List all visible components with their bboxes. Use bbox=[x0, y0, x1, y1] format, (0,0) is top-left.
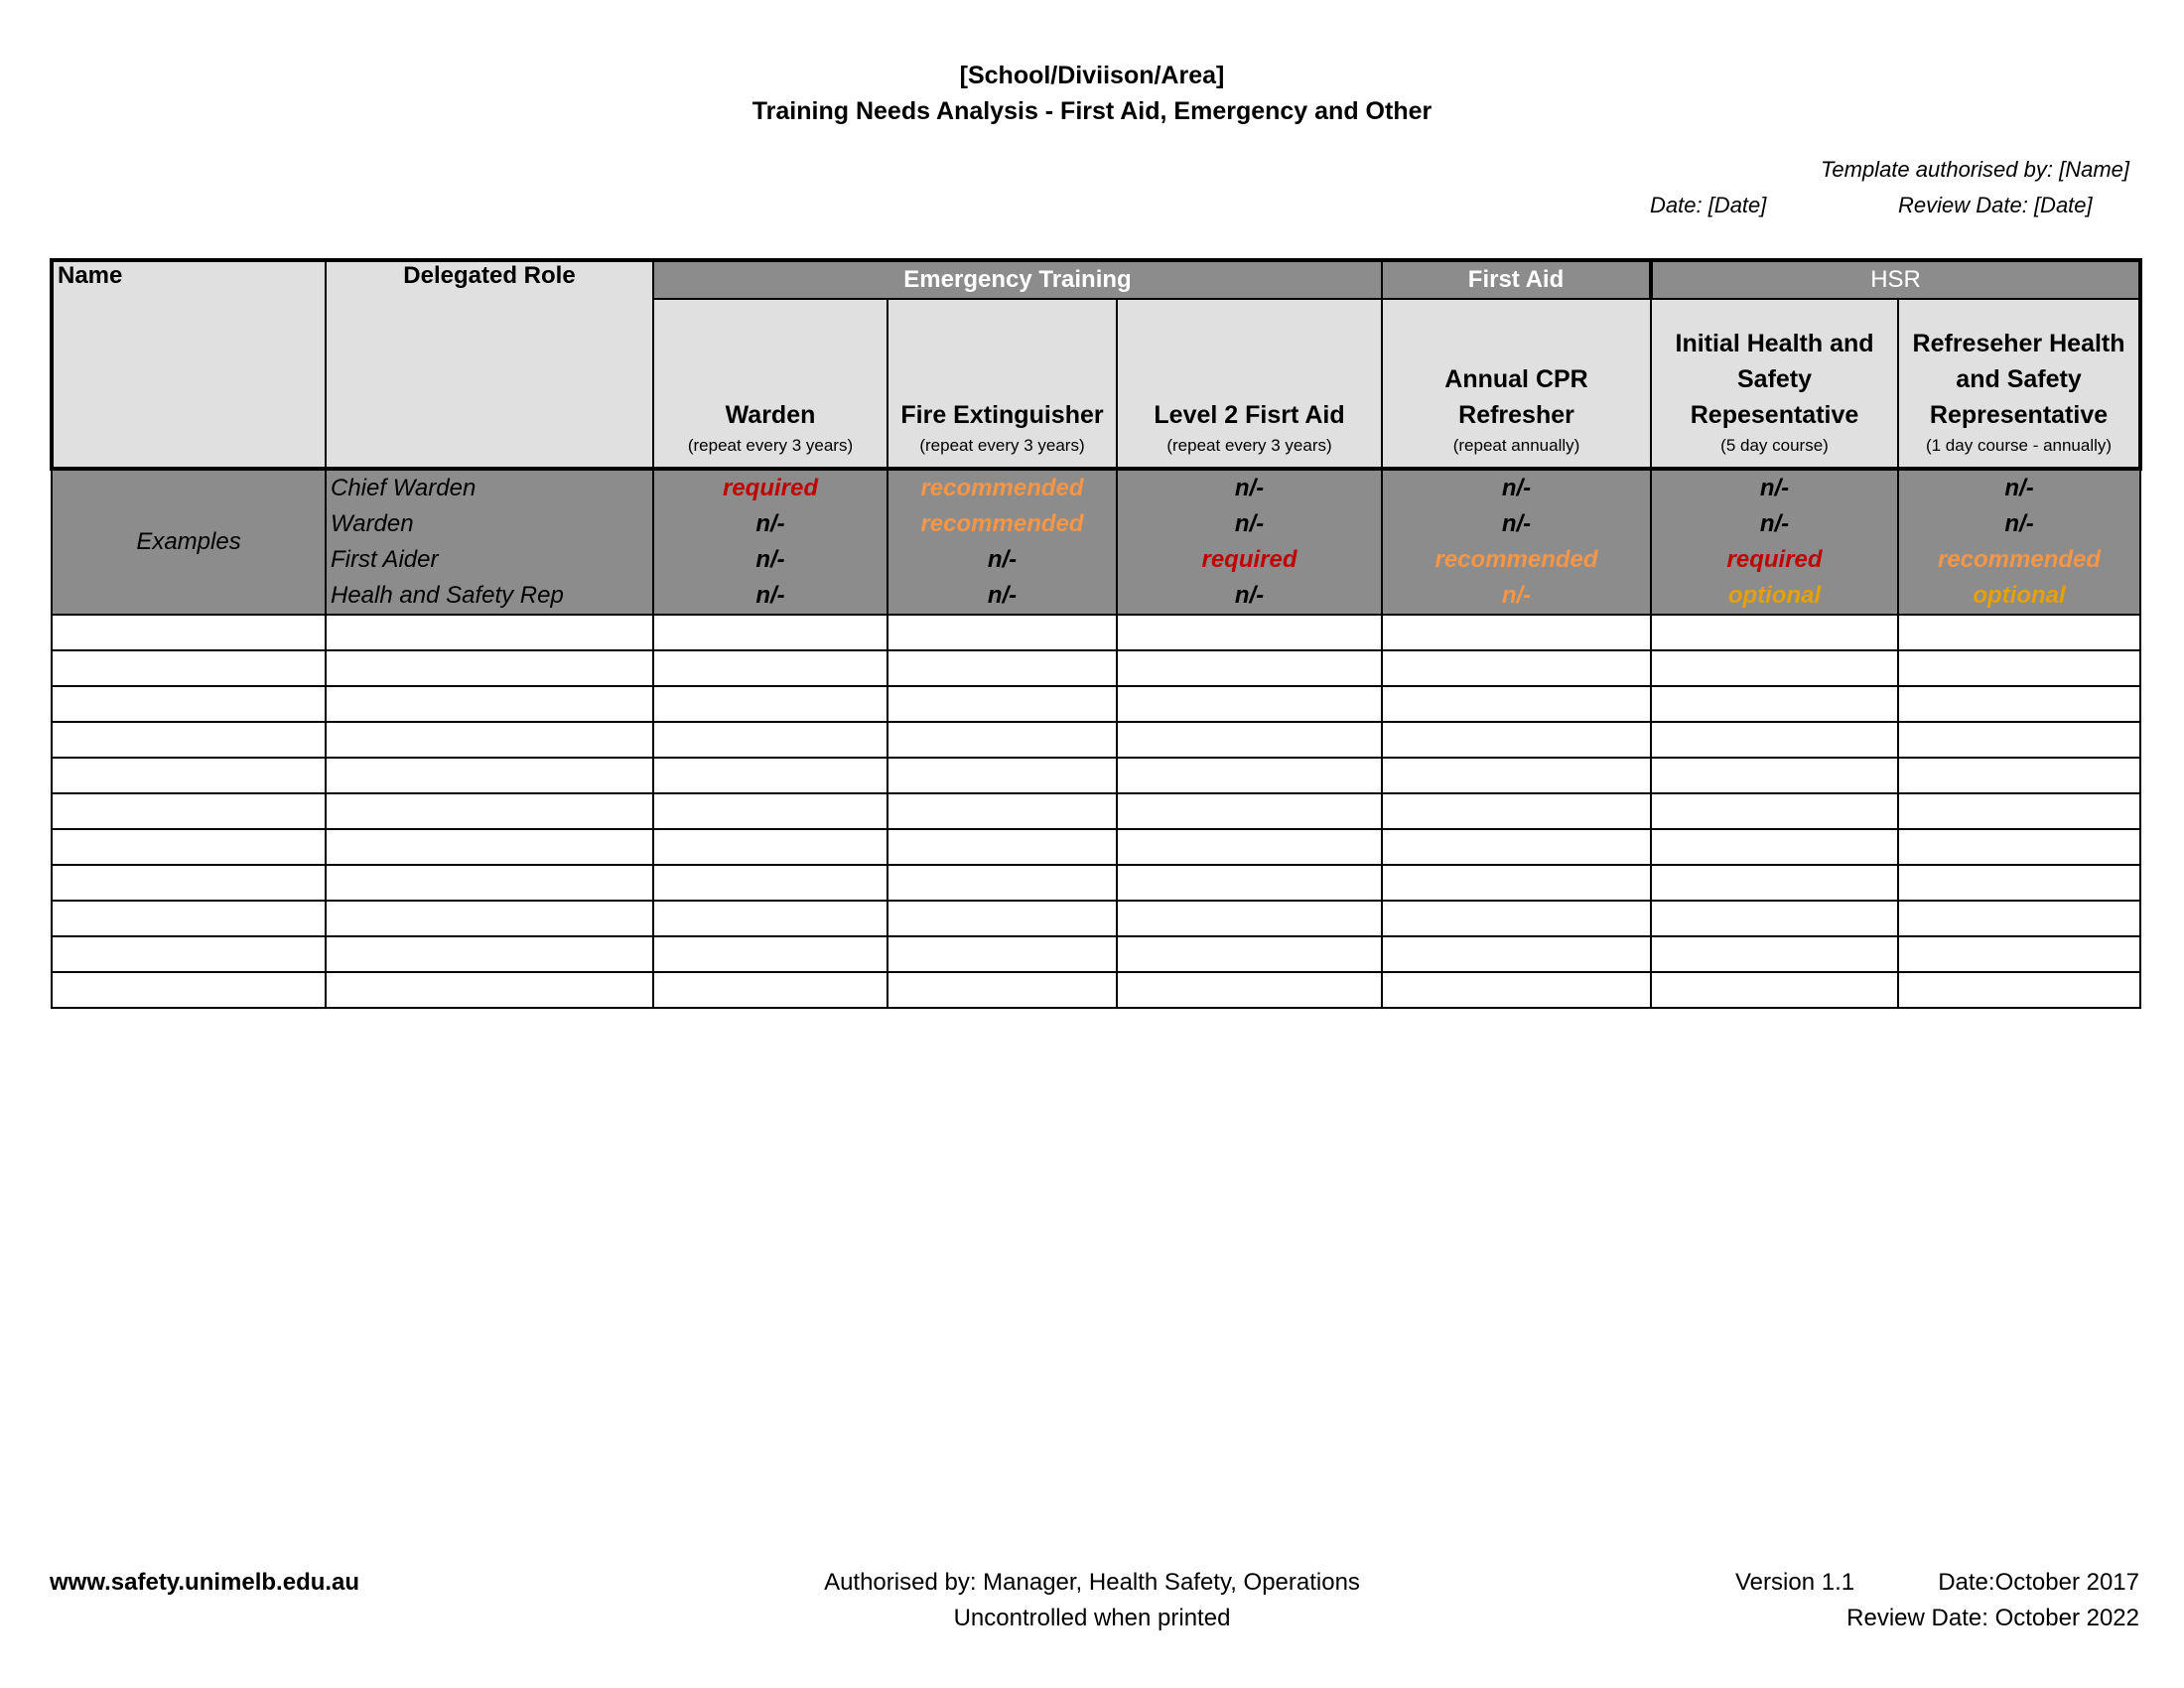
entry-cell[interactable] bbox=[1651, 615, 1898, 650]
entry-row bbox=[52, 972, 2140, 1008]
entry-cell[interactable] bbox=[1382, 758, 1651, 793]
example-role: First Aider bbox=[331, 546, 439, 573]
entry-cell[interactable] bbox=[1117, 972, 1382, 1008]
entry-cell[interactable] bbox=[653, 829, 887, 865]
column-header-cpr-refresher bbox=[1382, 299, 1651, 469]
entry-row bbox=[52, 758, 2140, 793]
entry-cell[interactable] bbox=[1117, 865, 1382, 901]
entry-cell[interactable] bbox=[653, 972, 887, 1008]
entry-cell[interactable] bbox=[1382, 829, 1651, 865]
example-cpr-values bbox=[1382, 469, 1651, 615]
entry-row bbox=[52, 793, 2140, 829]
column-title: Warden bbox=[725, 401, 816, 429]
entry-cell[interactable] bbox=[52, 686, 326, 722]
example-refresher-hsr-values bbox=[1898, 469, 2140, 615]
footer-uncontrolled: Uncontrolled when printed bbox=[953, 1605, 1231, 1631]
entry-cell[interactable] bbox=[887, 615, 1117, 650]
entry-cell[interactable] bbox=[326, 972, 653, 1008]
example-value: n/- bbox=[2004, 510, 2034, 537]
entry-cell[interactable] bbox=[1117, 650, 1382, 686]
example-value: n/- bbox=[1501, 582, 1532, 609]
entry-cell[interactable] bbox=[326, 793, 653, 829]
entry-cell[interactable] bbox=[1382, 686, 1651, 722]
entry-cell[interactable] bbox=[1382, 793, 1651, 829]
entry-cell[interactable] bbox=[52, 615, 326, 650]
example-value: n/- bbox=[1759, 510, 1790, 537]
entry-cell[interactable] bbox=[1382, 722, 1651, 758]
entry-cell[interactable] bbox=[1651, 722, 1898, 758]
entry-cell[interactable] bbox=[653, 793, 887, 829]
entry-cell[interactable] bbox=[887, 829, 1117, 865]
entry-row bbox=[52, 722, 2140, 758]
example-warden-values bbox=[653, 469, 887, 615]
entry-cell[interactable] bbox=[887, 865, 1117, 901]
entry-cell[interactable] bbox=[653, 936, 887, 972]
example-value: n/- bbox=[755, 546, 785, 573]
entry-cell[interactable] bbox=[1382, 972, 1651, 1008]
example-fire-extinguisher-values bbox=[887, 469, 1117, 615]
example-level2-first-aid-values bbox=[1117, 469, 1382, 615]
entry-cell[interactable] bbox=[52, 722, 326, 758]
column-title: Initial Health and Safety Repesentative bbox=[1675, 330, 1874, 429]
example-value: n/- bbox=[1234, 475, 1265, 501]
entry-cell[interactable] bbox=[887, 972, 1117, 1008]
entry-cell[interactable] bbox=[1382, 650, 1651, 686]
entry-cell[interactable] bbox=[1898, 650, 2140, 686]
column-header-warden bbox=[653, 299, 887, 469]
entry-row bbox=[52, 615, 2140, 650]
entry-cell[interactable] bbox=[653, 865, 887, 901]
column-header-initial-hsr bbox=[1651, 299, 1898, 469]
entry-row bbox=[52, 936, 2140, 972]
footer-date: Date:October 2017 bbox=[1938, 1569, 2139, 1596]
footer-url: www.safety.unimelb.edu.au bbox=[50, 1569, 360, 1596]
header-review-date: Review Date: [Date] bbox=[1898, 193, 2093, 217]
entry-cell[interactable] bbox=[326, 722, 653, 758]
entry-cell[interactable] bbox=[1898, 615, 2140, 650]
entry-cell[interactable] bbox=[1898, 829, 2140, 865]
header-date: Date: [Date] bbox=[1650, 193, 1767, 217]
column-title: Fire Extinguisher bbox=[900, 401, 1104, 429]
example-value: n/- bbox=[987, 582, 1018, 609]
column-title: Level 2 Fisrt Aid bbox=[1154, 401, 1345, 429]
entry-cell[interactable] bbox=[52, 972, 326, 1008]
example-value: recommended bbox=[1937, 546, 2102, 573]
example-value: n/- bbox=[2004, 475, 2034, 501]
example-value: recommended bbox=[920, 510, 1084, 537]
column-title: Refreseher Health and Safety Representative bbox=[1912, 330, 2125, 429]
footer-version: Version 1.1 bbox=[1735, 1569, 1855, 1596]
entry-cell[interactable] bbox=[52, 650, 326, 686]
example-value: optional bbox=[1973, 582, 2066, 609]
entry-cell[interactable] bbox=[326, 615, 653, 650]
entry-row bbox=[52, 865, 2140, 901]
example-value: required bbox=[722, 475, 819, 501]
entry-cell[interactable] bbox=[1651, 901, 1898, 936]
example-value: n/- bbox=[1501, 510, 1532, 537]
entry-cell[interactable] bbox=[887, 936, 1117, 972]
column-header-level2-first-aid bbox=[1117, 299, 1382, 469]
area-title: [School/Diviison/Area] bbox=[959, 62, 1225, 89]
entry-cell[interactable] bbox=[1651, 650, 1898, 686]
entry-cell[interactable] bbox=[1898, 865, 2140, 901]
emergency-training-group-header: Emergency Training bbox=[653, 260, 1382, 299]
entry-cell[interactable] bbox=[326, 758, 653, 793]
example-role: Chief Warden bbox=[331, 475, 477, 501]
entry-cell[interactable] bbox=[1898, 793, 2140, 829]
entry-cell[interactable] bbox=[653, 686, 887, 722]
example-role: Healh and Safety Rep bbox=[331, 582, 564, 609]
example-value: recommended bbox=[1434, 546, 1598, 573]
entry-cell[interactable] bbox=[1898, 901, 2140, 936]
entry-cell[interactable] bbox=[887, 793, 1117, 829]
entry-cell[interactable] bbox=[887, 686, 1117, 722]
entry-cell[interactable] bbox=[1382, 615, 1651, 650]
footer-review-date: Review Date: October 2022 bbox=[1846, 1605, 2139, 1631]
entry-cell[interactable] bbox=[326, 686, 653, 722]
example-role: Warden bbox=[331, 510, 414, 537]
column-subtitle: (repeat every 3 years) bbox=[687, 436, 854, 455]
entry-cell[interactable] bbox=[1117, 615, 1382, 650]
entry-cell[interactable] bbox=[1898, 686, 2140, 722]
example-value: n/- bbox=[1501, 475, 1532, 501]
entry-cell[interactable] bbox=[1117, 936, 1382, 972]
example-value: recommended bbox=[920, 475, 1084, 501]
entry-cell[interactable] bbox=[1117, 686, 1382, 722]
entry-cell[interactable] bbox=[887, 758, 1117, 793]
example-value: optional bbox=[1727, 582, 1822, 609]
entry-cell[interactable] bbox=[326, 901, 653, 936]
examples-row bbox=[52, 469, 2140, 615]
entry-cell[interactable] bbox=[1382, 901, 1651, 936]
entry-cell[interactable] bbox=[1651, 972, 1898, 1008]
entry-cell[interactable] bbox=[1898, 758, 2140, 793]
example-roles bbox=[326, 469, 653, 615]
entry-cell[interactable] bbox=[1898, 936, 2140, 972]
entry-cell[interactable] bbox=[887, 650, 1117, 686]
name-column-header: Name bbox=[52, 260, 326, 469]
column-subtitle: (1 day course - annually) bbox=[1925, 436, 2113, 455]
entry-row bbox=[52, 829, 2140, 865]
entry-cell[interactable] bbox=[326, 936, 653, 972]
entry-cell[interactable] bbox=[1382, 865, 1651, 901]
entry-cell[interactable] bbox=[1651, 758, 1898, 793]
entry-cell[interactable] bbox=[1651, 686, 1898, 722]
column-title: Annual CPR Refresher bbox=[1444, 365, 1588, 429]
entry-cell[interactable] bbox=[1117, 758, 1382, 793]
entry-cell[interactable] bbox=[52, 793, 326, 829]
entry-cell[interactable] bbox=[326, 865, 653, 901]
entry-cell[interactable] bbox=[653, 901, 887, 936]
entry-cell[interactable] bbox=[1117, 722, 1382, 758]
entry-cell[interactable] bbox=[653, 758, 887, 793]
example-value: n/- bbox=[755, 582, 785, 609]
entry-cell[interactable] bbox=[1898, 972, 2140, 1008]
entry-cell[interactable] bbox=[1651, 793, 1898, 829]
entry-cell[interactable] bbox=[52, 901, 326, 936]
column-subtitle: (repeat every 3 years) bbox=[919, 436, 1085, 455]
entry-cell[interactable] bbox=[1117, 829, 1382, 865]
entry-cell[interactable] bbox=[653, 650, 887, 686]
entry-cell[interactable] bbox=[1117, 901, 1382, 936]
column-subtitle: (repeat every 3 years) bbox=[1166, 436, 1332, 455]
entry-cell[interactable] bbox=[1898, 722, 2140, 758]
examples-label: Examples bbox=[52, 469, 326, 615]
hsr-group-header: HSR bbox=[1651, 260, 2140, 299]
example-value: n/- bbox=[1759, 475, 1790, 501]
example-value: n/- bbox=[1234, 582, 1265, 609]
entry-cell[interactable] bbox=[1651, 829, 1898, 865]
entry-cell[interactable] bbox=[52, 936, 326, 972]
entry-cell[interactable] bbox=[1651, 865, 1898, 901]
entry-cell[interactable] bbox=[887, 901, 1117, 936]
delegated-role-column-header: Delegated Role bbox=[326, 260, 653, 469]
entry-row bbox=[52, 650, 2140, 686]
column-header-fire-extinguisher bbox=[887, 299, 1117, 469]
example-value: n/- bbox=[987, 546, 1018, 573]
entry-cell[interactable] bbox=[52, 865, 326, 901]
entry-cell[interactable] bbox=[326, 829, 653, 865]
example-initial-hsr-values bbox=[1651, 469, 1898, 615]
column-header-refresher-hsr bbox=[1898, 299, 2140, 469]
entry-cell[interactable] bbox=[887, 722, 1117, 758]
entry-cell[interactable] bbox=[653, 722, 887, 758]
first-aid-group-header: First Aid bbox=[1382, 260, 1651, 299]
entry-row bbox=[52, 686, 2140, 722]
example-value: n/- bbox=[755, 510, 785, 537]
training-needs-table bbox=[50, 258, 2142, 1009]
example-value: required bbox=[1201, 546, 1297, 573]
entry-cell[interactable] bbox=[52, 758, 326, 793]
entry-cell[interactable] bbox=[1117, 793, 1382, 829]
entry-cell[interactable] bbox=[52, 829, 326, 865]
entry-cell[interactable] bbox=[326, 650, 653, 686]
template-authorised-by: Template authorised by: [Name] bbox=[1820, 157, 2129, 182]
example-value: required bbox=[1726, 546, 1823, 573]
column-subtitle: (5 day course) bbox=[1720, 436, 1829, 455]
document-title: Training Needs Analysis - First Aid, Emergency and Other bbox=[751, 97, 1433, 125]
footer-authorised: Authorised by: Manager, Health Safety, Operations bbox=[824, 1569, 1360, 1596]
entry-cell[interactable] bbox=[1382, 936, 1651, 972]
entry-row bbox=[52, 901, 2140, 936]
entry-cell[interactable] bbox=[653, 615, 887, 650]
column-subtitle: (repeat annually) bbox=[1452, 436, 1580, 455]
example-value: n/- bbox=[1234, 510, 1265, 537]
entry-cell[interactable] bbox=[1651, 936, 1898, 972]
